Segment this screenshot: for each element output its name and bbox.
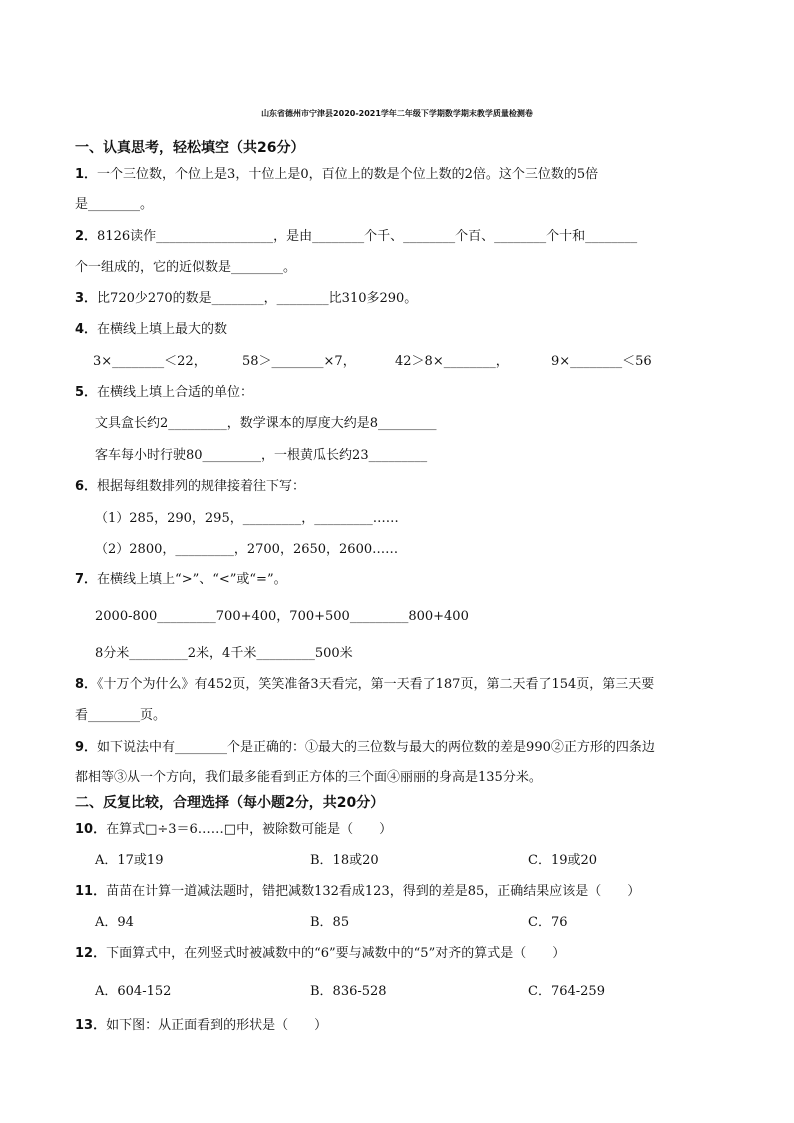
- question-11-choice-a: A．94: [95, 915, 134, 930]
- question-4: [75, 320, 227, 340]
- question-7: [75, 570, 287, 590]
- section-1-heading: 一、认真思考，轻松填空（共26分）: [75, 140, 305, 156]
- question-10-choice-c: C．19或20: [528, 853, 598, 868]
- question-text: 在横线上填上合适的单位：: [97, 385, 254, 400]
- question-number: 3．: [75, 291, 98, 306]
- question-number: 9．: [75, 740, 98, 755]
- question-6-line-2: （1）285，290，295，_________，_________……: [95, 511, 399, 526]
- question-text: 苗苗在计算一道减法题时，错把减数132看成123，得到的差是85，正确结果应该是（ ）: [106, 884, 641, 899]
- question-13: [75, 1016, 327, 1036]
- question-text: 在横线上填上最大的数: [97, 322, 228, 337]
- question-10-choice-b: B．18或20: [310, 853, 379, 868]
- question-number: 13．: [75, 1018, 107, 1033]
- question-number: 10．: [75, 822, 107, 837]
- question-8: [75, 675, 654, 695]
- question-5-line-2: 文具盒长约2_________，数学课本的厚度大约是8_________: [95, 416, 437, 431]
- question-number: 6．: [75, 479, 98, 494]
- question-text: 如下说法中有________个是正确的：①最大的三位数与最大的两位数的差是990②正方形的四条边: [97, 740, 655, 755]
- question-5: [75, 383, 253, 403]
- question-4-item-4: 9×________＜56: [551, 354, 652, 369]
- question-9: [75, 738, 655, 758]
- question-11: [75, 882, 640, 902]
- question-text: 一个三位数，个位上是3，十位上是0，百位上的数是个位上数的2倍。这个三位数的5倍: [97, 167, 599, 182]
- question-12-choice-c: C．764-259: [528, 984, 605, 999]
- question-7-line-3: 8分米_________2米，4千米_________500米: [95, 646, 353, 661]
- question-number: 5．: [75, 385, 98, 400]
- question-4-item-2: 58＞________×7，: [242, 354, 356, 369]
- question-number: 11．: [75, 884, 107, 899]
- question-11-choice-b: B．85: [310, 915, 350, 930]
- question-number: 4．: [75, 322, 98, 337]
- question-2: [75, 227, 637, 247]
- question-number: 12．: [75, 946, 107, 961]
- question-text: 下面算式中，在列竖式时被减数中的“6”要与减数中的“5”对齐的算式是（ ）: [106, 946, 566, 961]
- question-4-item-1: 3×________＜22，: [93, 354, 207, 369]
- question-text: 8126读作__________________，是由________个千、________个百、________个十和________: [97, 229, 638, 244]
- question-number: 2．: [75, 229, 98, 244]
- question-text: 如下图：从正面看到的形状是（ ）: [106, 1018, 328, 1033]
- question-text: 比720少270的数是________，________比310多290。: [97, 291, 418, 306]
- question-number: 1．: [75, 167, 98, 182]
- question-7-line-2: 2000-800_________700+400，700+500_________800+400: [95, 609, 469, 624]
- question-number: 7．: [75, 572, 98, 587]
- question-number: 8．: [75, 677, 98, 692]
- question-2-line-2: 个一组成的，它的近似数是________。: [75, 260, 297, 275]
- question-9-line-2: 都相等③从一个方向，我们最多能看到正方体的三个面④丽丽的身高是135分米。: [75, 770, 542, 785]
- question-8-line-2: 看________页。: [75, 708, 167, 723]
- question-6-line-3: （2）2800，_________，2700，2650，2600……: [95, 542, 399, 557]
- question-10-choice-a: A．17或19: [95, 853, 164, 868]
- question-12: [75, 944, 565, 964]
- question-1: [75, 165, 598, 185]
- question-12-choice-a: A．604-152: [95, 984, 172, 999]
- page-title: 山东省德州市宁津县2020-2021学年二年级下学期数学期末教学质量检测卷: [261, 109, 533, 118]
- question-text: 在横线上填上“>”、“<”或“=”。: [97, 572, 287, 587]
- section-2-heading: 二、反复比较，合理选择（每小题2分，共20分）: [75, 795, 385, 811]
- question-6: [75, 477, 305, 497]
- question-1-line-2: 是________。: [75, 197, 154, 212]
- question-text: 在算式□÷3＝6……□中，被除数可能是（ ）: [106, 822, 393, 837]
- question-text: 根据每组数排列的规律接着往下写：: [97, 479, 306, 494]
- question-4-item-3: 42＞8×________，: [395, 354, 509, 369]
- question-5-line-3: 客车每小时行驶80_________，一根黄瓜长约23_________: [95, 448, 428, 463]
- question-text: 《十万个为什么》有452页，笑笑准备3天看完，第一天看了187页，第二天看了154页，第三天要: [97, 677, 655, 692]
- question-11-choice-c: C．76: [528, 915, 568, 930]
- question-12-choice-b: B．836-528: [310, 984, 387, 999]
- question-10: [75, 820, 392, 840]
- question-3: [75, 289, 417, 309]
